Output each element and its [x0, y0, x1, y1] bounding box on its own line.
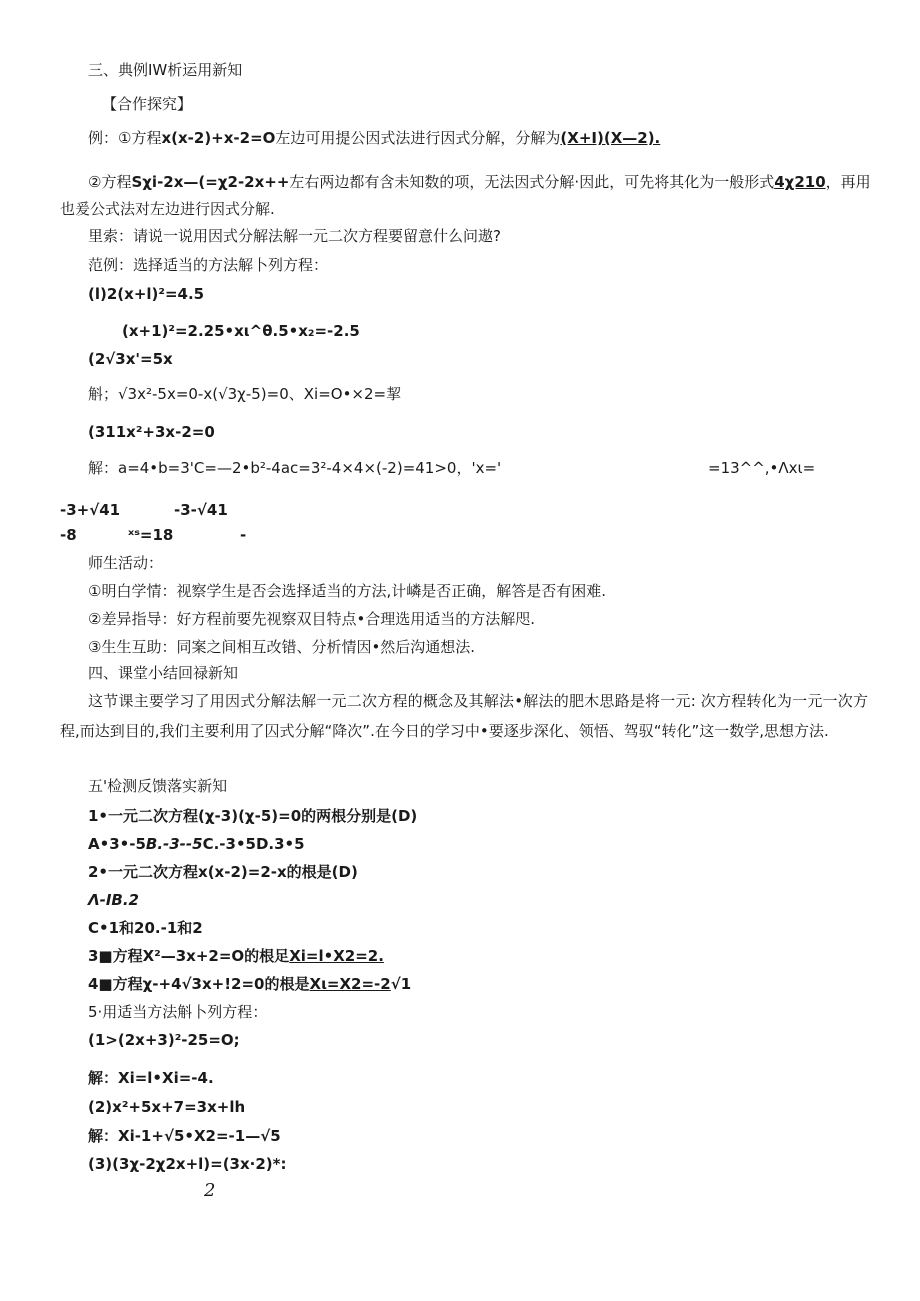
section-5-heading: 五'检测反馈落实新知 [88, 777, 228, 795]
question-4-answer: Xι=X2=-2 [309, 975, 391, 993]
example-1-equation: x(x-2)+x-2=O [161, 129, 276, 147]
question-1: 1•一元二次方程(χ-3)(χ-5)=0的两根分别是(D) [88, 807, 418, 825]
problem-2-solution: 斛；√3x²-5x=0-x(√3χ-5)=0、Xi=O•×2=挈 [88, 385, 402, 403]
activity-item-1: ①明白学情：视察学生是否会选择适当的方法,计嶙是否正确，解答是否有困难. [88, 582, 606, 600]
cooperative-inquiry-label: 【合作探究】 [102, 95, 193, 113]
activity-heading: 师生活动： [88, 554, 164, 572]
example-2-line-2: 也爰公式法对左边进行因式分解. [60, 200, 275, 218]
option-a: A•3•-5 [88, 835, 146, 853]
example-1-text: 左边可用提公因式法进行因式分解，分解为 [275, 129, 561, 147]
problem-1-solution: (x+1)²=2.25•xι^θ.5•x₂=-2.5 [122, 322, 360, 340]
question-2-options-ab: Λ-IB.2 [88, 891, 139, 909]
problem-3-solution: 解：a=4•b=3'C=—2•b²-4ac=3²-4×4×(-2)=41>0，'x=' [88, 459, 502, 477]
problem-3-solution-right: =13^^,•Λxι= [708, 459, 816, 477]
fraction-numerator-2: -3-√41 [174, 501, 228, 519]
activity-item-2: ②差异指导：好方程前要先视察双目特点•合理选用适当的方法解咫. [88, 610, 536, 628]
summary-paragraph: 这节课主要学习了用因式分解法解一元二次方程的概念及其解法•解法的肥木思路是将一元: 次方程转化为一元一次方程,而达到目的,我们主要利用了囚式分解“降次”.在今日的学习中•要逐步深化、领悟、驾驭“转化”这一数学,思想方法. [60, 692, 868, 740]
question-5: 5·用适当方法斛卜列方程： [88, 1003, 268, 1021]
example-intro: 范例：选择适当的方法解卜列方程： [88, 256, 329, 274]
question-2-options-cd: C•1和20.-1和2 [88, 919, 203, 937]
question-5-part-3: (3)(3χ-2χ2x+l)=(3x·2)*: [88, 1155, 287, 1173]
example-1-answer: (X+I)(X—2). [560, 129, 661, 147]
example-2 [88, 172, 871, 192]
problem-3: (311x²+3x-2=0 [88, 423, 215, 441]
section-4-heading: 四、课堂小结回禄新知 [88, 664, 239, 682]
example-2-equation: Sχi-2x—(=χ2-2x++ [131, 173, 290, 191]
fraction-denominator-1: -8 [60, 526, 77, 544]
page-number: 2 [204, 1180, 216, 1201]
question-4-tail: √1 [390, 975, 412, 993]
question-4-text: 4■方程χ-+4√3x+!2=0的根是 [88, 975, 310, 993]
example-2-answer: 4χ210 [774, 173, 826, 191]
option-b: B.-3--5 [145, 835, 203, 853]
question-5-part-1-solution: 解：Xi=l•Xi=-4. [88, 1069, 214, 1087]
example-2-tail: ，再用 [825, 173, 871, 191]
question-5-part-2-solution: 解：Xi-1+√5•X2=-1—√5 [88, 1127, 281, 1145]
question-3-text: 3■方程X²—3x+2=O的根足 [88, 947, 290, 965]
question-3-answer: Xi=l•X2=2. [289, 947, 384, 965]
example-1 [88, 128, 660, 148]
option-c-d: C.-3•5D.3•5 [202, 835, 305, 853]
section-3-heading: 三、典例IW析运用新知 [88, 61, 243, 79]
fraction-dash: - [240, 526, 247, 544]
question-2: 2•一元二次方程x(x-2)=2-x的根是(D) [88, 863, 358, 881]
question-5-part-2: (2)x²+5x+7=3x+lh [88, 1098, 246, 1116]
example-2-prefix: ②方程 [88, 173, 132, 191]
question-5-part-1: (1>(2x+3)²-25=O; [88, 1031, 240, 1049]
problem-2: (2√3x'=5x [88, 350, 173, 368]
question-1-options [88, 834, 305, 854]
fraction-numerator-1: -3+√41 [60, 501, 121, 519]
example-2-text: 左右两边都有含未知数的项，无法因式分解·因此，可先将其化为一般形式 [289, 173, 775, 191]
activity-item-3: ③生生互助：同案之间相互改错、分析情因•然后沟通想法. [88, 638, 476, 656]
question-4 [88, 974, 411, 994]
fraction-denominator-2: ˣˢ=18 [128, 526, 174, 544]
question-3 [88, 946, 384, 966]
think-prompt: 里索：请说一说用因式分解法解一元二次方程要留意什么问遨? [88, 227, 501, 245]
problem-1: (l)2(x+l)²=4.5 [88, 285, 205, 303]
example-1-prefix: 例：①方程 [88, 129, 162, 147]
